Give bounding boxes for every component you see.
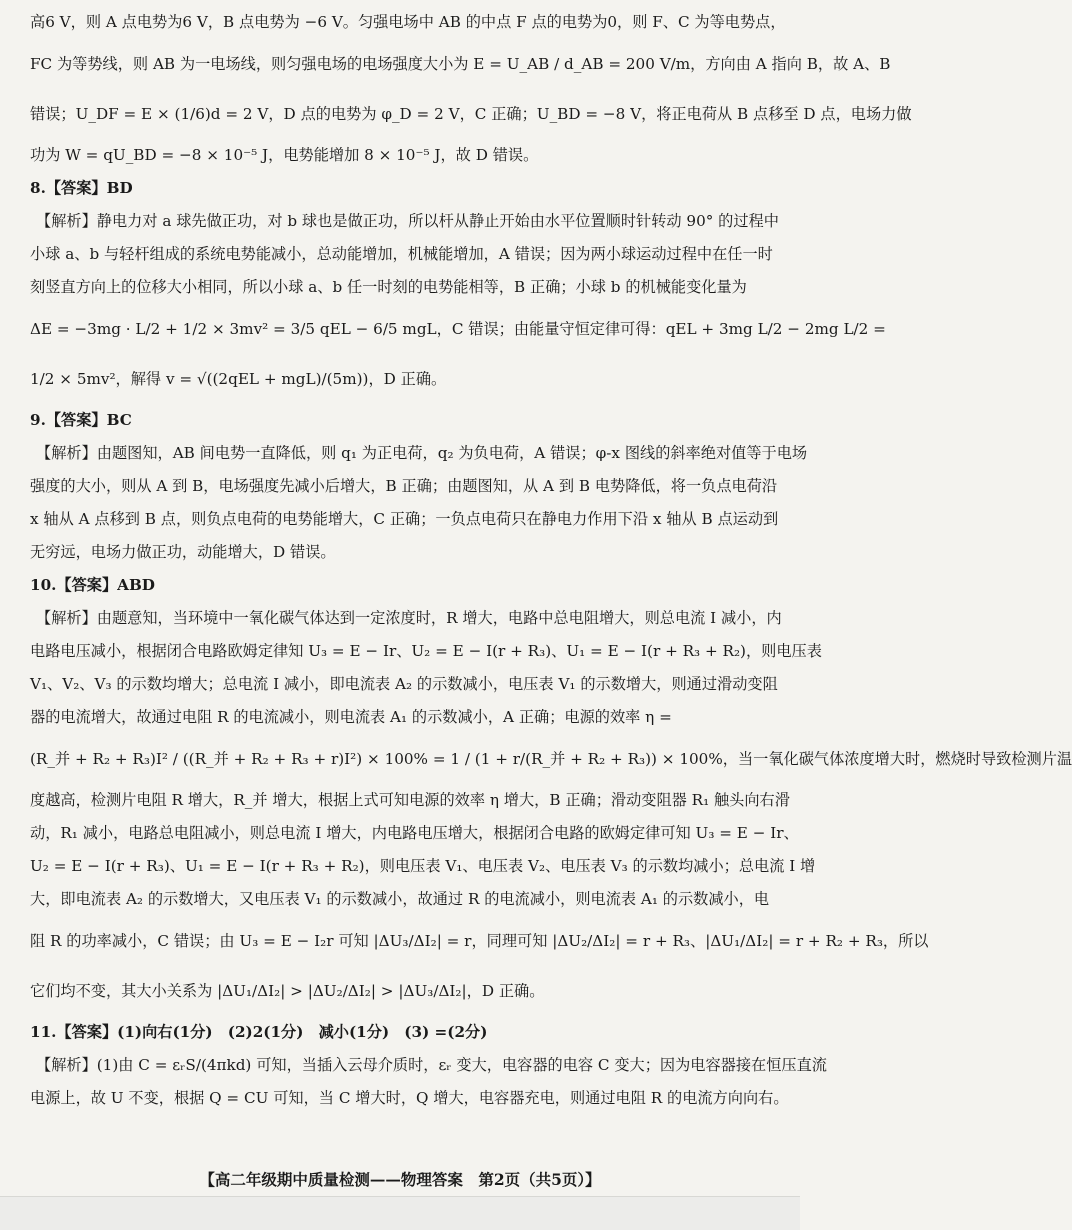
text-line: 大，即电流表 A₂ 的示数增大，又电压表 V₁ 的示数减小，故通过 R 的电流减小，则电流表 A₁ 的示数减小，电 [30,890,770,908]
text-line: 错误；U_DF = E × (1/6)d = 2 V，D 点的电势为 φ_D = 2 V，C 正确；U_BD = −8 V，将正电荷从 B 点移至 D 点，电场力做 [30,105,912,123]
text-line: 【解析】(1)由 C = εᵣS/(4πkd) 可知，当插入云母介质时，εᵣ 变大，电容器的电容 C 变大；因为电容器接在恒压直流 [36,1056,827,1074]
text-line: 刻竖直方向上的位移大小相同，所以小球 a、b 任一时刻的电势能相等，B 正确；小球 b 的机械能变化量为 [30,278,747,296]
text-line: FC 为等势线，则 AB 为一电场线，则匀强电场的电场强度大小为 E = U_AB / d_AB = 200 V/m，方向由 A 指向 B，故 A、B [30,55,891,73]
text-line: 【解析】由题意知，当环境中一氧化碳气体达到一定浓度时，R 增大，电路中总电阻增大，则总电流 I 减小，内 [36,609,782,627]
answer-heading-10: 10.【答案】ABD [30,576,155,594]
text-line: 电路电压减小，根据闭合电路欧姆定律知 U₃ = E − Ir、U₂ = E − I(r + R₃)、U₁ = E − I(r + R₃ + R₂)，则电压表 [30,642,822,660]
formula-line: (R_并 + R₂ + R₃)I² / ((R_并 + R₂ + R₃ + r)I²) × 100% = 1 / (1 + r/(R_并 + R₂ + R₃)) × 100%，当一氧化碳气体浓度增大时，燃烧时导致检测片温 [30,750,1072,768]
text-line: x 轴从 A 点移到 B 点，则负点电荷的电势能增大，C 正确；一负点电荷只在静电力作用下沿 x 轴从 B 点运动到 [30,510,779,528]
formula-line: 阻 R 的功率减小，C 错误；由 U₃ = E − I₂r 可知 |ΔU₃/ΔI₂| = r，同理可知 |ΔU₂/ΔI₂| = r + R₃、|ΔU₁/ΔI₂| = r + R₂ + R₃，所以 [30,932,929,950]
text-line: V₁、V₂、V₃ 的示数均增大；总电流 I 减小，即电流表 A₂ 的示数减小，电压表 V₁ 的示数增大，则通过滑动变阻 [30,675,778,693]
page-footer: 【高二年级期中质量检测——物理答案 第2页（共5页）】 [199,1170,601,1189]
bottom-margin [0,1196,800,1230]
text-line: 度越高，检测片电阻 R 增大，R_并 增大，根据上式可知电源的效率 η 增大，B 正确；滑动变阻器 R₁ 触头向右滑 [30,791,790,809]
text-line: 高6 V，则 A 点电势为6 V，B 点电势为 −6 V。匀强电场中 AB 的中点 F 点的电势为0，则 F、C 为等电势点， [30,13,786,31]
answer-heading-8: 8.【答案】BD [30,179,133,197]
text-line: 【解析】静电力对 a 球先做正功，对 b 球也是做正功，所以杆从静止开始由水平位置顺时针转动 90° 的过程中 [36,212,779,230]
text-line: 功为 W = qU_BD = −8 × 10⁻⁵ J，电势能增加 8 × 10⁻⁵ J，故 D 错误。 [30,146,539,164]
formula-line: 它们均不变，其大小关系为 |ΔU₁/ΔI₂| > |ΔU₂/ΔI₂| > |ΔU₃/ΔI₂|，D 正确。 [30,982,545,1000]
text-line: 器的电流增大，故通过电阻 R 的电流减小，则电流表 A₁ 的示数减小，A 正确；电源的效率 η = [30,708,672,726]
text-line: U₂ = E − I(r + R₃)、U₁ = E − I(r + R₃ + R₂)，则电压表 V₁、电压表 V₂、电压表 V₃ 的示数均减小；总电流 I 增 [30,857,816,875]
text-line: 【解析】由题图知，AB 间电势一直降低，则 q₁ 为正电荷，q₂ 为负电荷，A 错误；φ-x 图线的斜率绝对值等于电场 [36,444,808,462]
text-line: 电源上，故 U 不变，根据 Q = CU 可知，当 C 增大时，Q 增大，电容器充电，则通过电阻 R 的电流方向向右。 [30,1089,789,1107]
formula-line: 1/2 × 5mv²，解得 v = √((2qEL + mgL)/(5m))，D 正确。 [30,370,447,388]
text-line: 强度的大小，则从 A 到 B，电场强度先减小后增大，B 正确；由题图知，从 A 到 B 电势降低，将一负点电荷沿 [30,477,778,495]
answer-heading-9: 9.【答案】BC [30,411,132,429]
answer-heading-11: 11.【答案】(1)向右(1分) (2)2(1分) 减小(1分) (3) =(2分) [30,1023,488,1041]
text-line: 无穷远，电场力做正功，动能增大，D 错误。 [30,543,336,561]
formula-line: ΔE = −3mg · L/2 + 1/2 × 3mv² = 3/5 qEL − 6/5 mgL，C 错误；由能量守恒定律可得：qEL + 3mg L/2 − 2mg L/2 = [30,320,886,338]
text-line: 动，R₁ 减小，电路总电阻减小，则总电流 I 增大，内电路电压增大，根据闭合电路的欧姆定律可知 U₃ = E − Ir、 [30,824,799,842]
text-line: 小球 a、b 与轻杆组成的系统电势能减小，总动能增加，机械能增加，A 错误；因为两小球运动过程中在任一时 [30,245,773,263]
